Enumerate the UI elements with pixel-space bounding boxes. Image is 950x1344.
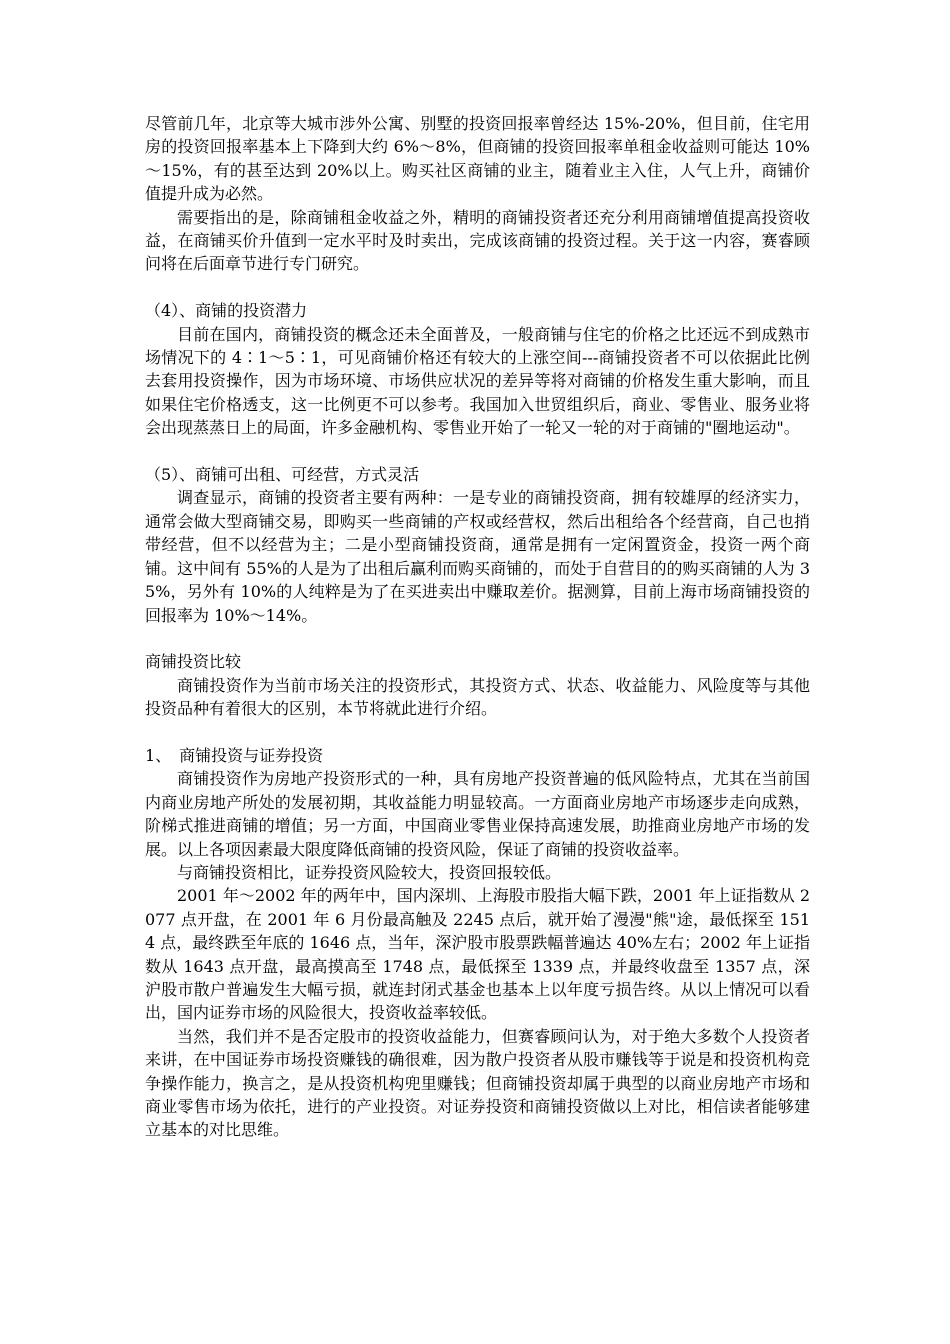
paragraph-intro-2: 需要指出的是，除商铺租金收益之外，精明的商铺投资者还充分利用商铺增值提高投资收益，在商铺买价升值到一定水平时及时卖出，完成该商铺的投资过程。关于这一内容，赛睿顾问将在后面章节进行专门研究。 bbox=[145, 207, 810, 274]
paragraph-1b: 与商铺投资相比，证券投资风险较大，投资回报较低。 bbox=[177, 862, 562, 882]
spacer bbox=[145, 721, 810, 744]
section-heading-5: （5）、商铺可出租、可经营，方式灵活 bbox=[145, 465, 420, 485]
spacer bbox=[145, 276, 810, 299]
paragraph-section-5: 调查显示，商铺的投资者主要有两种：一是专业的商铺投资商，拥有较雄厚的经济实力，通常会做大型商铺交易，即购买一些商铺的产权或经营权，然后出租给各个经营商，自己也捎带经营，但不以经营为主；二是小型商铺投资商，通常是拥有一定闲置资金，投资一两个商铺。这中间有 55%的人是为了出租后赢利而购买商铺的，而处于自营目的的购买商铺的人为 35%，另外有 10%的人纯粹是为了在买进卖出中赚取差价。据测算，目前上海市场商铺投资的回报率为 10%～14%。 bbox=[145, 488, 810, 625]
paragraph-1a: 商铺投资作为房地产投资形式的一种，具有房地产投资普遍的低风险特点，尤其在当前国内商业房地产所处的发展初期，其收益能力明显较高。一方面商业房地产市场逐步走向成熟，阶梯式推进商铺的增值；另一方面，中国商业零售业保持高速发展，助推商业房地产市场的发展。以上各项因素最大限度降低商铺的投资风险，保证了商铺的投资收益率。 bbox=[145, 769, 810, 859]
section-heading-compare: 商铺投资比较 bbox=[145, 652, 242, 672]
paragraph-intro: 尽管前几年，北京等大城市涉外公寓、别墅的投资回报率曾经达 15%-20%，但目前，住宅用房的投资回报率基本上下降到大约 6%～8%，但商铺的投资回报率单租金收益则可能达 10%～15%，有的甚至达到 20%以上。购买社区商铺的业主，随着业主入住，人气上升，商铺价值提升成为必然。 bbox=[145, 114, 810, 204]
paragraph-1c: 2001 年～2002 年的两年中，国内深圳、上海股市股指大幅下跌，2001 年上证指数从 2077 点开盘，在 2001 年 6 月份最高触及 2245 点后，就开始了漫漫"熊"途，最低探至 1514 点，最终跌至年底的 1646 点，当年，深沪股市股票跌幅普遍达 40%左右；2002 年上证指数从 1643 点开盘，最高摸高至 1748 点，最低探至 1339 点，并最终收盘至 1357 点，深沪股市散户普遍发生大幅亏损，就连封闭式基金也基本上以年度亏损告终。从以上情况可以看出，国内证券市场的风险很大，投资收益率较低。 bbox=[145, 886, 810, 1023]
paragraph-1d: 当然，我们并不是否定股市的投资收益能力，但赛睿顾问认为，对于绝大多数个人投资者来讲，在中国证券市场投资赚钱的确很难，因为散户投资者从股市赚钱等于说是和投资机构竞争操作能力，换言之，是从投资机构兜里赚钱；但商铺投资却属于典型的以商业房地产市场和商业零售市场为依托，进行的产业投资。对证券投资和商铺投资做以上对比，相信读者能够建立基本的对比思维。 bbox=[145, 1026, 810, 1140]
spacer bbox=[145, 627, 810, 650]
spacer bbox=[145, 440, 810, 463]
document-body bbox=[145, 112, 810, 1142]
paragraph-section-4: 目前在国内，商铺投资的概念还未全面普及，一般商铺与住宅的价格之比还远不到成熟市场情况下的 4∶1～5∶1，可见商铺价格还有较大的上涨空间---商铺投资者不可以依据此比例去套用投资操作，因为市场环境、市场供应状况的差异等将对商铺的价格发生重大影响，而且如果住宅价格透支，这一比例更不可以参考。我国加入世贸组织后，商业、零售业、服务业将会出现蒸蒸日上的局面，许多金融机构、零售业开始了一轮又一轮的对于商铺的"圈地运动"。 bbox=[145, 324, 810, 438]
paragraph-compare: 商铺投资作为当前市场关注的投资形式，其投资方式、状态、收益能力、风险度等与其他投资品种有着很大的区别，本节将就此进行介绍。 bbox=[145, 675, 810, 719]
section-heading-1: 1、 商铺投资与证券投资 bbox=[145, 745, 324, 765]
section-heading-4: （4）、商铺的投资潜力 bbox=[145, 301, 308, 321]
